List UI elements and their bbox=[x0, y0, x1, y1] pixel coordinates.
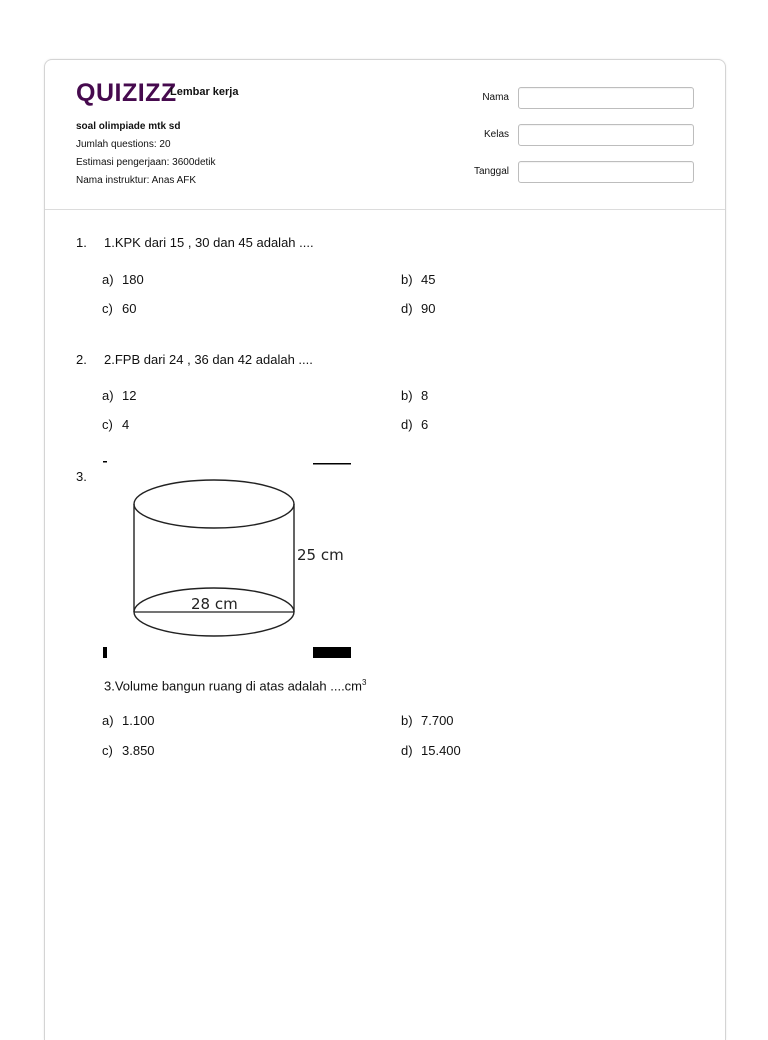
question-1-option-b: b) 45 bbox=[401, 272, 436, 287]
nama-label: Nama bbox=[482, 92, 509, 103]
worksheet-header bbox=[45, 60, 725, 210]
worksheet bbox=[44, 59, 726, 1040]
height-label: 25 cm bbox=[297, 546, 344, 564]
worksheet-subtitle: Lembar kerja bbox=[170, 86, 239, 98]
kelas-field[interactable] bbox=[518, 124, 694, 146]
crop-mark-top-left bbox=[103, 461, 107, 463]
cylinder-top-ellipse bbox=[134, 480, 294, 528]
question-1-option-a: a) 180 bbox=[102, 272, 144, 287]
question-3-text: 3.Volume bangun ruang di atas adalah $....cm^3$ bbox=[104, 678, 367, 694]
tanggal-field[interactable] bbox=[518, 161, 694, 183]
nama-field[interactable] bbox=[518, 87, 694, 109]
question-2-option-b: b) 8 bbox=[401, 388, 429, 403]
question-2-option-a: a) 12 bbox=[102, 388, 137, 403]
crop-mark-bottom-right bbox=[313, 647, 351, 658]
worksheet-title: soal olimpiade mtk sd bbox=[76, 121, 181, 132]
question-3-number: 3. bbox=[76, 469, 87, 484]
question-2-text: 2.FPB dari 24 , 36 dan 42 adalah .... bbox=[104, 352, 313, 367]
crop-mark-bottom-left bbox=[103, 647, 107, 658]
cylinder-figure bbox=[101, 458, 357, 662]
kelas-label: Kelas bbox=[483, 129, 509, 140]
question-2-option-d: d) 6 bbox=[401, 417, 429, 432]
question-3-option-d: d) 15.400 bbox=[401, 743, 461, 758]
estimate-time: Estimasi pengerjaan: 3600detik bbox=[76, 157, 216, 168]
question-3-option-a: a) 1.100 bbox=[102, 713, 155, 728]
tanggal-label: Tanggal bbox=[473, 166, 509, 177]
crop-mark-top-right bbox=[313, 463, 351, 465]
questions-count: Jumlah questions: 20 bbox=[76, 139, 171, 150]
question-1-number: 1. bbox=[76, 235, 87, 250]
question-2-option-c: c) 4 bbox=[102, 417, 130, 432]
question-3-option-c: c) 3.850 bbox=[102, 743, 155, 758]
question-3-option-b: b) 7.700 bbox=[401, 713, 454, 728]
question-1-option-c: c) 60 bbox=[102, 301, 137, 316]
question-1-option-d: d) 90 bbox=[401, 301, 436, 316]
question-2-number: 2. bbox=[76, 352, 87, 367]
instructor-name: Nama instruktur: Anas AFK bbox=[76, 175, 197, 186]
question-1-text: 1.KPK dari 15 , 30 dan 45 adalah .... bbox=[104, 235, 314, 250]
quizizz-logo: QUIZIZZ bbox=[76, 79, 177, 107]
diameter-label: 28 cm bbox=[191, 595, 238, 613]
